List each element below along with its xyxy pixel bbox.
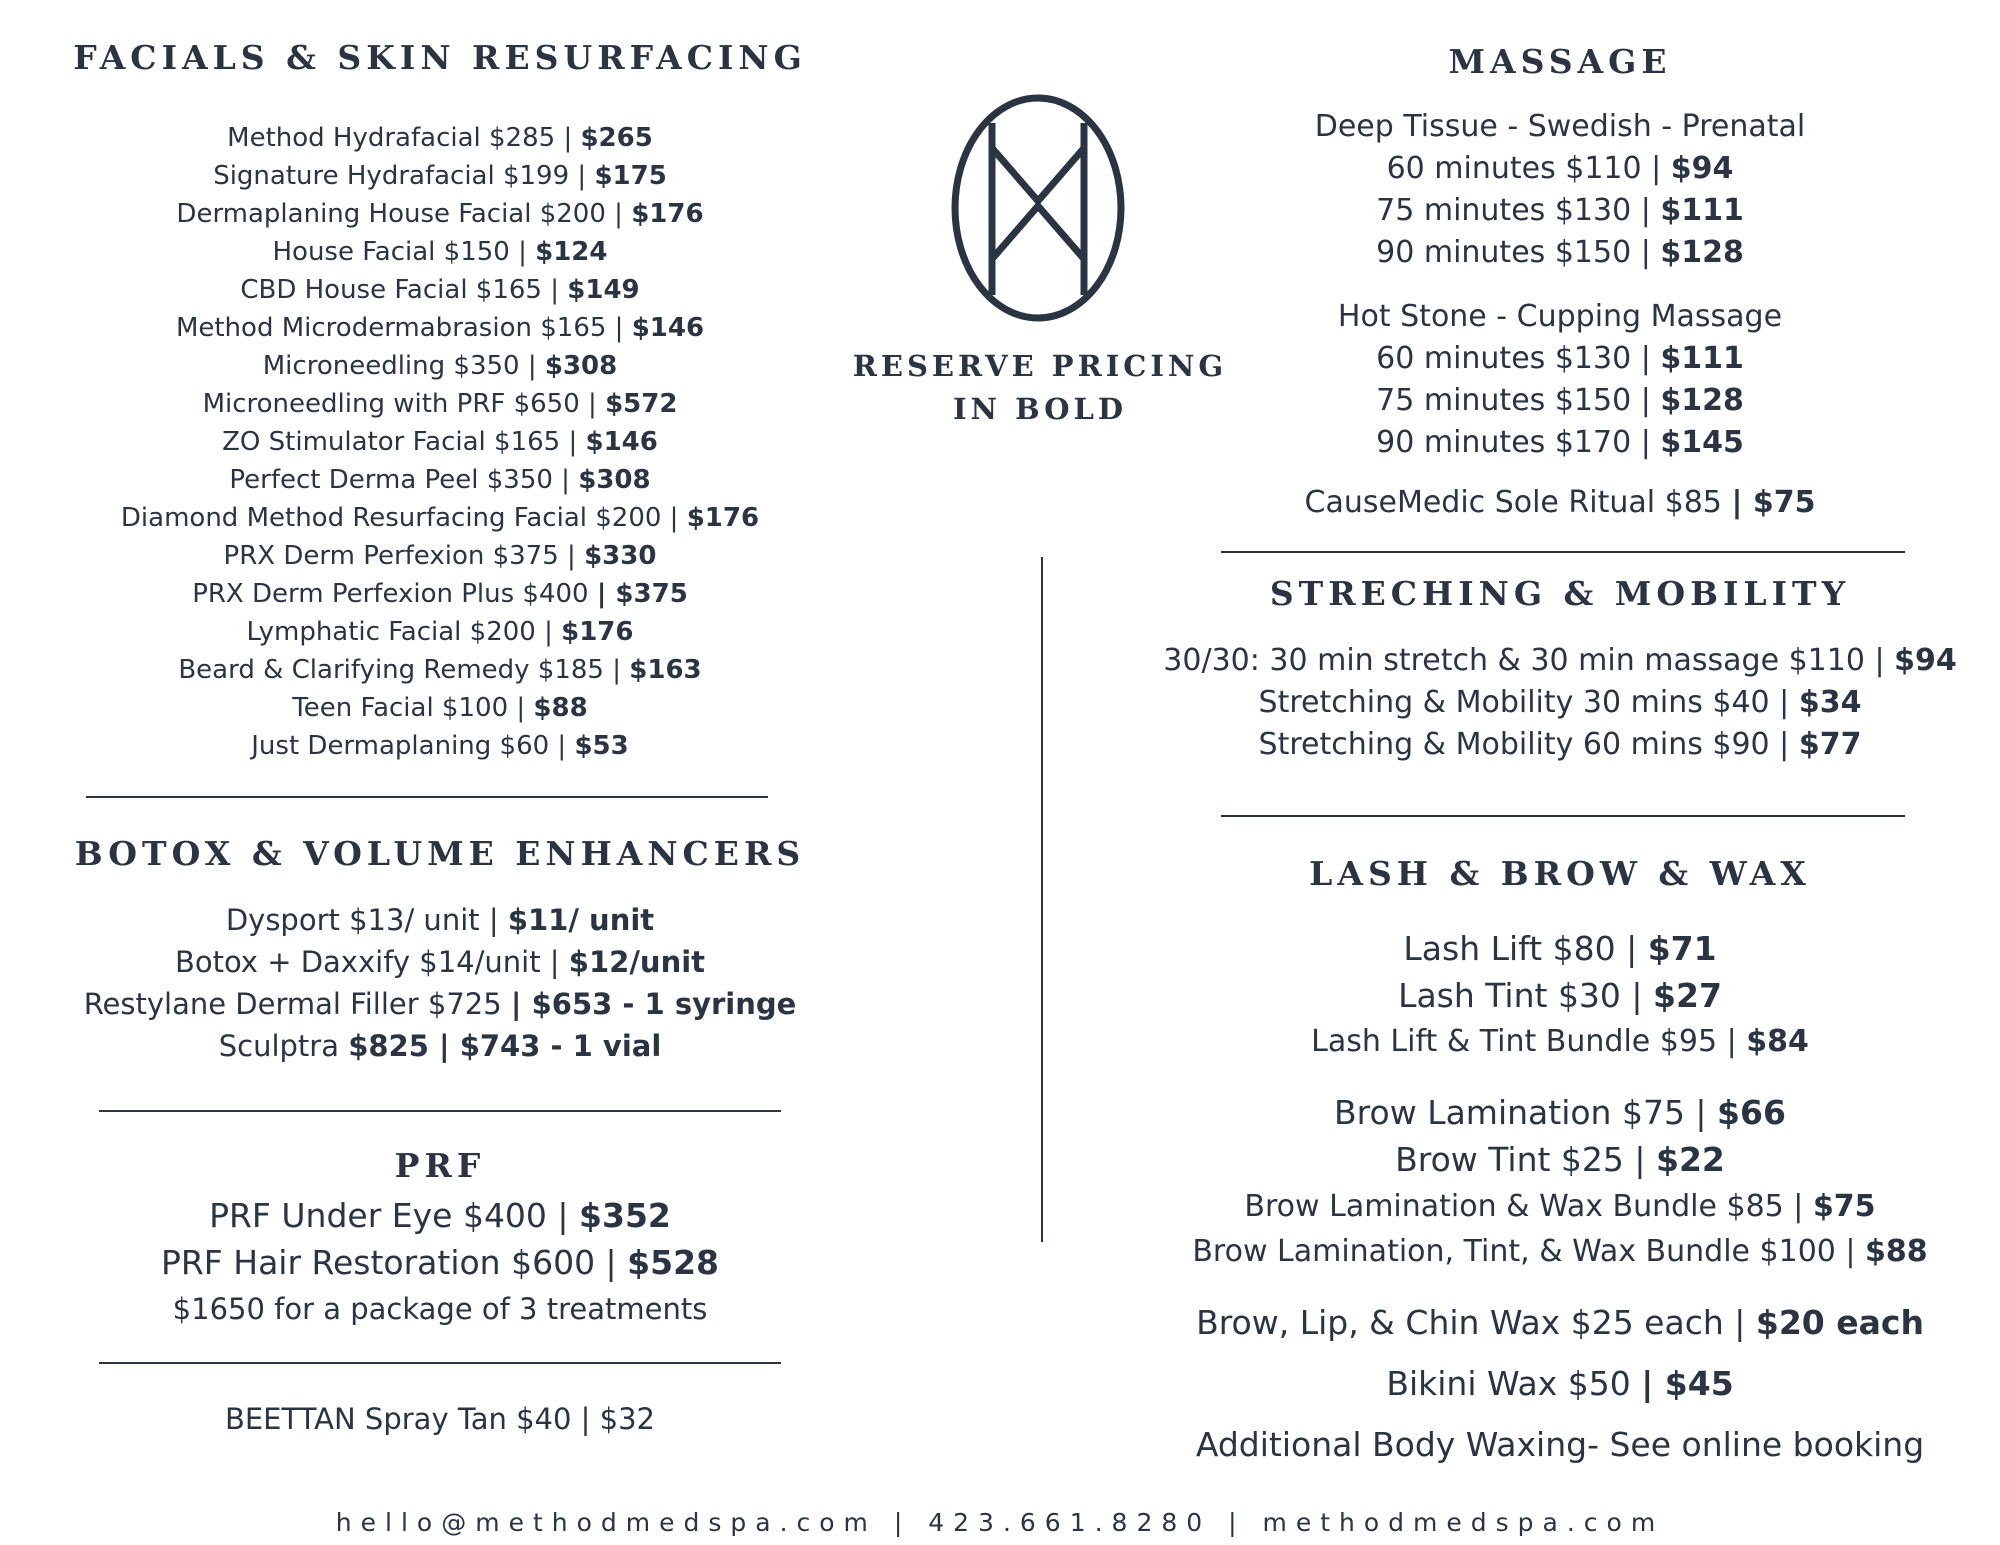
divider-botox [99,1110,781,1112]
stretching-item: Stretching & Mobility 60 mins $90 | $77 [1258,727,1862,762]
botox-item: Dysport $13/ unit | $11/ unit [225,903,655,937]
stretching-section [1160,574,1960,613]
facial-item: Microneedling with PRF $650 | $572 [202,389,678,419]
lash-section [1160,854,1960,893]
footer-contact: hello@methodmedspa.com | 423.661.8280 | methodmedspa.com [335,1508,1665,1537]
massage-group1-title: Deep Tissue - Swedish - Prenatal [1314,109,1806,144]
lash-list-b [1160,1021,1960,1063]
massage-group1 [1160,106,1960,274]
wax-item: Brow, Lip, & Chin Wax $25 each | $20 each [1196,1303,1924,1342]
facials-heading: FACIALS & SKIN RESURFACING [73,38,807,77]
botox-item: Botox + Daxxify $14/unit | $12/unit [174,945,706,979]
facial-item: Beard & Clarifying Remedy $185 | $163 [178,655,702,685]
prf-item: PRF Hair Restoration $600 | $528 [160,1243,720,1282]
m-oval-logo-icon [950,92,1126,324]
massage-item: 90 minutes $150 | $128 [1376,235,1744,270]
botox-item: Restylane Dermal Filler $725 | $653 - 1 syringe [83,987,797,1021]
facial-item: Lymphatic Facial $200 | $176 [246,617,634,647]
massage-heading: MASSAGE [1448,42,1672,81]
facial-item: ZO Stimulator Facial $165 | $146 [222,427,658,457]
brow-list-b [1160,1184,1960,1274]
lash-item: Lash Lift & Tint Bundle $95 | $84 [1311,1024,1809,1059]
brow-item: Brow Lamination, Tint, & Wax Bundle $100 | $88 [1192,1234,1928,1269]
facial-item: House Facial $150 | $124 [272,237,608,267]
facial-item: Perfect Derma Peel $350 | $308 [229,465,651,495]
facial-item: Signature Hydrafacial $199 | $175 [213,161,667,191]
stretching-list [1160,640,1960,766]
divider-facials [86,796,768,798]
stretching-heading: STRECHING & MOBILITY [1269,574,1851,613]
divider-prf [99,1362,781,1364]
brow-list-a [1160,1089,1960,1183]
sole-ritual-item: CauseMedic Sole Ritual $85 | $75 [1304,485,1816,520]
facial-item: Diamond Method Resurfacing Facial $200 | $176 [120,503,760,533]
prf-package [40,1288,840,1330]
beettan-text: BEETTAN Spray Tan $40 | $32 [224,1402,656,1436]
botox-item: Sculptra $825 | $743 - 1 vial [218,1029,662,1063]
massage-item: 75 minutes $150 | $128 [1376,383,1744,418]
facial-item: Dermaplaning House Facial $200 | $176 [176,199,704,229]
brow-item: Brow Tint $25 | $22 [1395,1140,1725,1179]
facial-item: PRX Derm Perfexion $375 | $330 [223,541,657,571]
reserve-note-line1: RESERVE PRICING [852,349,1228,383]
facial-item: Method Hydrafacial $285 | $265 [227,123,653,153]
lash-heading: LASH & BROW & WAX [1309,854,1811,893]
lash-item: Lash Lift $80 | $71 [1403,929,1717,968]
divider-stretching [1221,815,1905,817]
massage-group2 [1160,296,1960,464]
botox-list [40,899,840,1067]
lash-list-a [1160,925,1960,1019]
reserve-note-line2: IN BOLD [952,392,1128,426]
botox-section [40,834,840,873]
wax-item: Bikini Wax $50 | $45 [1386,1364,1734,1403]
prf-item: PRF Under Eye $400 | $352 [209,1196,671,1235]
facial-item: PRX Derm Perfexion Plus $400 | $375 [192,579,688,609]
additional-waxing: Additional Body Waxing- See online booking [1195,1425,1925,1464]
massage-item: 60 minutes $110 | $94 [1386,151,1734,186]
massage-item: 60 minutes $130 | $111 [1376,341,1744,376]
facials-list [40,119,840,765]
massage-section [1160,42,1960,81]
facial-item: Just Dermaplaning $60 | $53 [251,731,629,761]
brow-item: Brow Lamination & Wax Bundle $85 | $75 [1244,1189,1876,1224]
massage-group2-title: Hot Stone - Cupping Massage [1337,299,1783,334]
massage-sole [1160,482,1960,524]
facial-item: Microneedling $350 | $308 [262,351,618,381]
prf-heading: PRF [394,1146,486,1185]
stretching-item: 30/30: 30 min stretch & 30 min massage $110 | $94 [1163,643,1957,678]
wax-list [1160,1292,1960,1475]
massage-item: 90 minutes $170 | $145 [1376,425,1744,460]
prf-list [40,1192,840,1286]
center-divider [1041,557,1043,1242]
stretching-item: Stretching & Mobility 30 mins $40 | $34 [1258,685,1862,720]
prf-section [40,1146,840,1185]
massage-item: 75 minutes $130 | $111 [1376,193,1744,228]
facials-section [40,38,840,77]
beettan-section [40,1398,840,1440]
facial-item: CBD House Facial $165 | $149 [240,275,640,305]
facial-item: Teen Facial $100 | $88 [292,693,588,723]
botox-heading: BOTOX & VOLUME ENHANCERS [74,834,806,873]
facial-item: Method Microdermabrasion $165 | $146 [175,313,705,343]
lash-item: Lash Tint $30 | $27 [1398,976,1722,1015]
brow-item: Brow Lamination $75 | $66 [1334,1093,1786,1132]
divider-massage [1221,551,1905,553]
prf-package-text: $1650 for a package of 3 treatments [172,1292,708,1326]
